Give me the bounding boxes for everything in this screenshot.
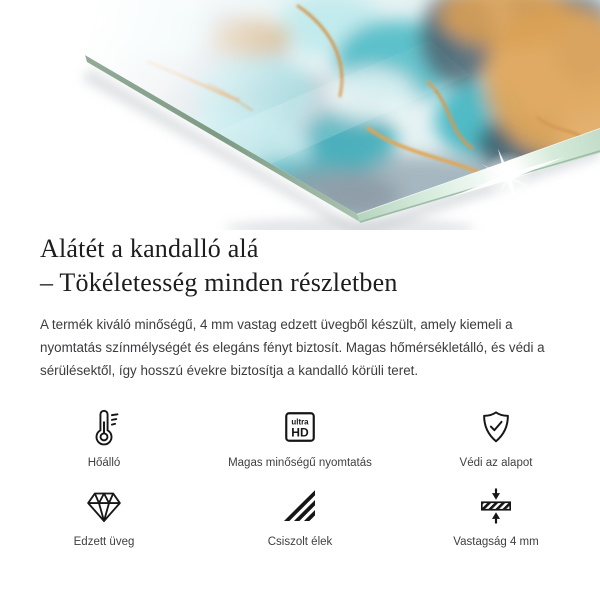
polished-edges-icon — [280, 486, 320, 526]
title-line-2: – Tökéletesség minden részletben — [40, 268, 398, 297]
feature-tempered-glass — [0, 485, 208, 550]
ultra-hd-icon-text-bottom: HD — [291, 425, 309, 440]
feature-thickness — [392, 485, 600, 550]
feature-protects-base — [392, 406, 600, 471]
text-content — [0, 230, 600, 382]
feature-print-quality — [208, 406, 392, 471]
feature-label: Védi az alapot — [459, 457, 533, 469]
thickness-4mm-icon — [476, 486, 516, 526]
thermometer-icon — [85, 408, 123, 446]
feature-label: Hőálló — [87, 457, 121, 469]
feature-label: Magas minőségű nyomtatás — [228, 457, 372, 469]
ultra-hd-icon — [280, 407, 320, 447]
features-grid — [0, 406, 600, 550]
feature-heat-resistant — [0, 406, 208, 471]
title-line-1: Alátét a kandalló alá — [40, 234, 259, 263]
feature-polished-edges — [208, 485, 392, 550]
ultra-hd-icon-text-top: ultra — [291, 417, 309, 427]
page-title — [40, 232, 560, 300]
shield-check-icon — [477, 408, 515, 446]
feature-label: Edzett üveg — [73, 536, 135, 548]
glass-panel-art — [0, 0, 600, 230]
product-description: A termék kiváló minőségű, 4 mm vastag edzett üvegből készült, amely kiemeli a nyomtatás színmélységét és elegáns fényt biztosít. Magas hőmérsékletálló, és védi a sérülésektől, így hosszú évekre biztosítja a kandalló körüli teret. — [40, 317, 545, 378]
feature-label: Vastagság 4 mm — [453, 536, 539, 548]
product-image — [0, 0, 600, 230]
feature-label: Csiszolt élek — [267, 536, 333, 548]
diamond-icon — [84, 486, 124, 526]
